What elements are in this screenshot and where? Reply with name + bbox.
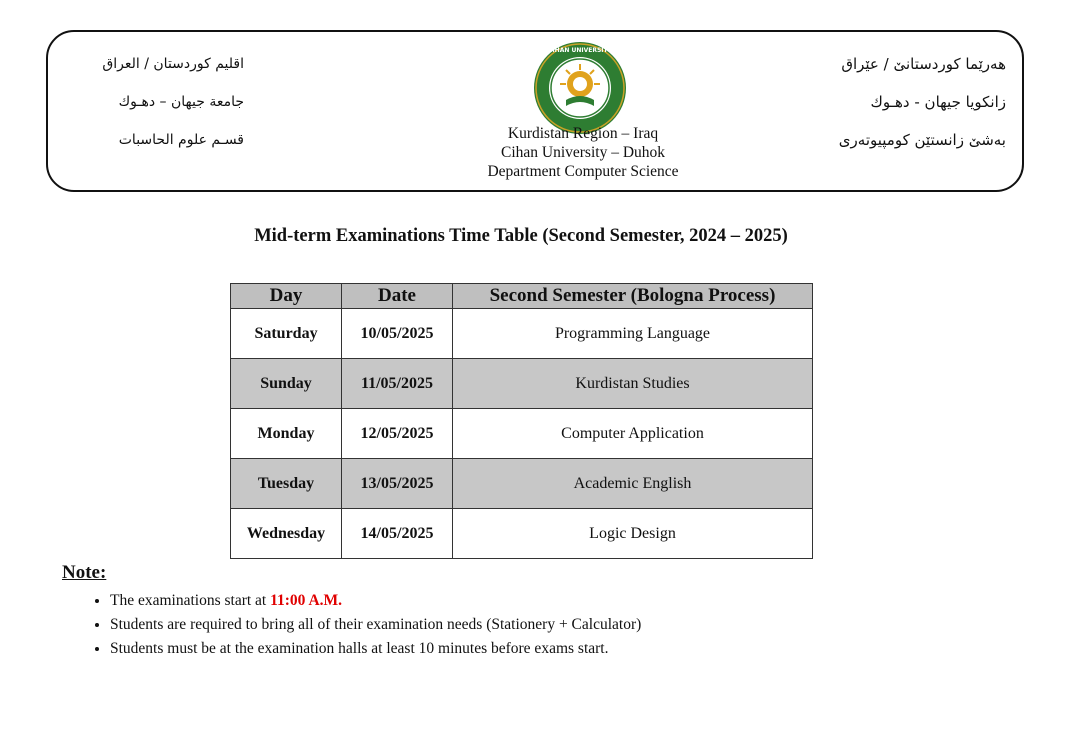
- cell-subject: Logic Design: [453, 509, 813, 559]
- exam-timetable: [230, 283, 813, 559]
- list-item: • Students must be at the examination halls at least 10 minutes before exams start.: [110, 637, 641, 661]
- kurdish-line-region: هەرێما كوردستانێ / عێراق: [841, 55, 1006, 73]
- cell-date: 10/05/2025: [342, 309, 453, 359]
- table-row: [231, 509, 813, 559]
- header-subject: Second Semester (Bologna Process): [453, 284, 813, 309]
- header-date: Date: [342, 284, 453, 309]
- table-row: [231, 309, 813, 359]
- cell-subject: Kurdistan Studies: [453, 359, 813, 409]
- table-header-row: [231, 284, 813, 309]
- english-line-university: Cihan University – Duhok: [500, 144, 666, 161]
- document-title: Mid-term Examinations Time Table (Second Semester, 2024 – 2025): [254, 226, 788, 246]
- cell-day: Saturday: [231, 309, 342, 359]
- exam-start-time: 11:00 A.M.: [270, 592, 343, 609]
- note-text: The examinations start at: [110, 592, 271, 609]
- english-line-department: Department Computer Science: [487, 163, 679, 180]
- kurdish-address: [796, 52, 1006, 166]
- arabic-line-department: قسـم علوم الحاسبات: [118, 132, 244, 148]
- list-item: • Students are required to bring all of their examination needs (Stationery + Calculator): [110, 613, 641, 637]
- table-row: [231, 359, 813, 409]
- cell-date: 14/05/2025: [342, 509, 453, 559]
- english-line-region: Kurdistan Region – Iraq: [507, 125, 659, 142]
- university-logo-icon: [532, 40, 628, 136]
- table-row: [231, 409, 813, 459]
- kurdish-line-university: زانكويا جيهان - دهـوك: [870, 93, 1006, 111]
- table-row: [231, 459, 813, 509]
- list-item: [110, 589, 641, 613]
- cell-subject: Computer Application: [453, 409, 813, 459]
- cell-date: 13/05/2025: [342, 459, 453, 509]
- cell-day: Monday: [231, 409, 342, 459]
- cell-day: Sunday: [231, 359, 342, 409]
- letterhead: [46, 30, 1024, 192]
- cell-day: Tuesday: [231, 459, 342, 509]
- cell-subject: Academic English: [453, 459, 813, 509]
- kurdish-line-department: بەشێ زانستێن كومپيوتەرى: [838, 131, 1006, 149]
- cell-subject: Programming Language: [453, 309, 813, 359]
- notes-list: [64, 589, 641, 661]
- cell-day: Wednesday: [231, 509, 342, 559]
- cell-date: 11/05/2025: [342, 359, 453, 409]
- arabic-address: [76, 52, 244, 166]
- note-label: Note:: [62, 562, 107, 583]
- english-address: [388, 124, 778, 181]
- header-day: Day: [231, 284, 342, 309]
- cell-date: 12/05/2025: [342, 409, 453, 459]
- arabic-line-region: اقليم كوردستان / العراق: [102, 56, 244, 72]
- arabic-line-university: جامعة جيهان – دهـوك: [118, 94, 244, 110]
- svg-text:CIHAN UNIVERSITY: CIHAN UNIVERSITY: [548, 47, 612, 54]
